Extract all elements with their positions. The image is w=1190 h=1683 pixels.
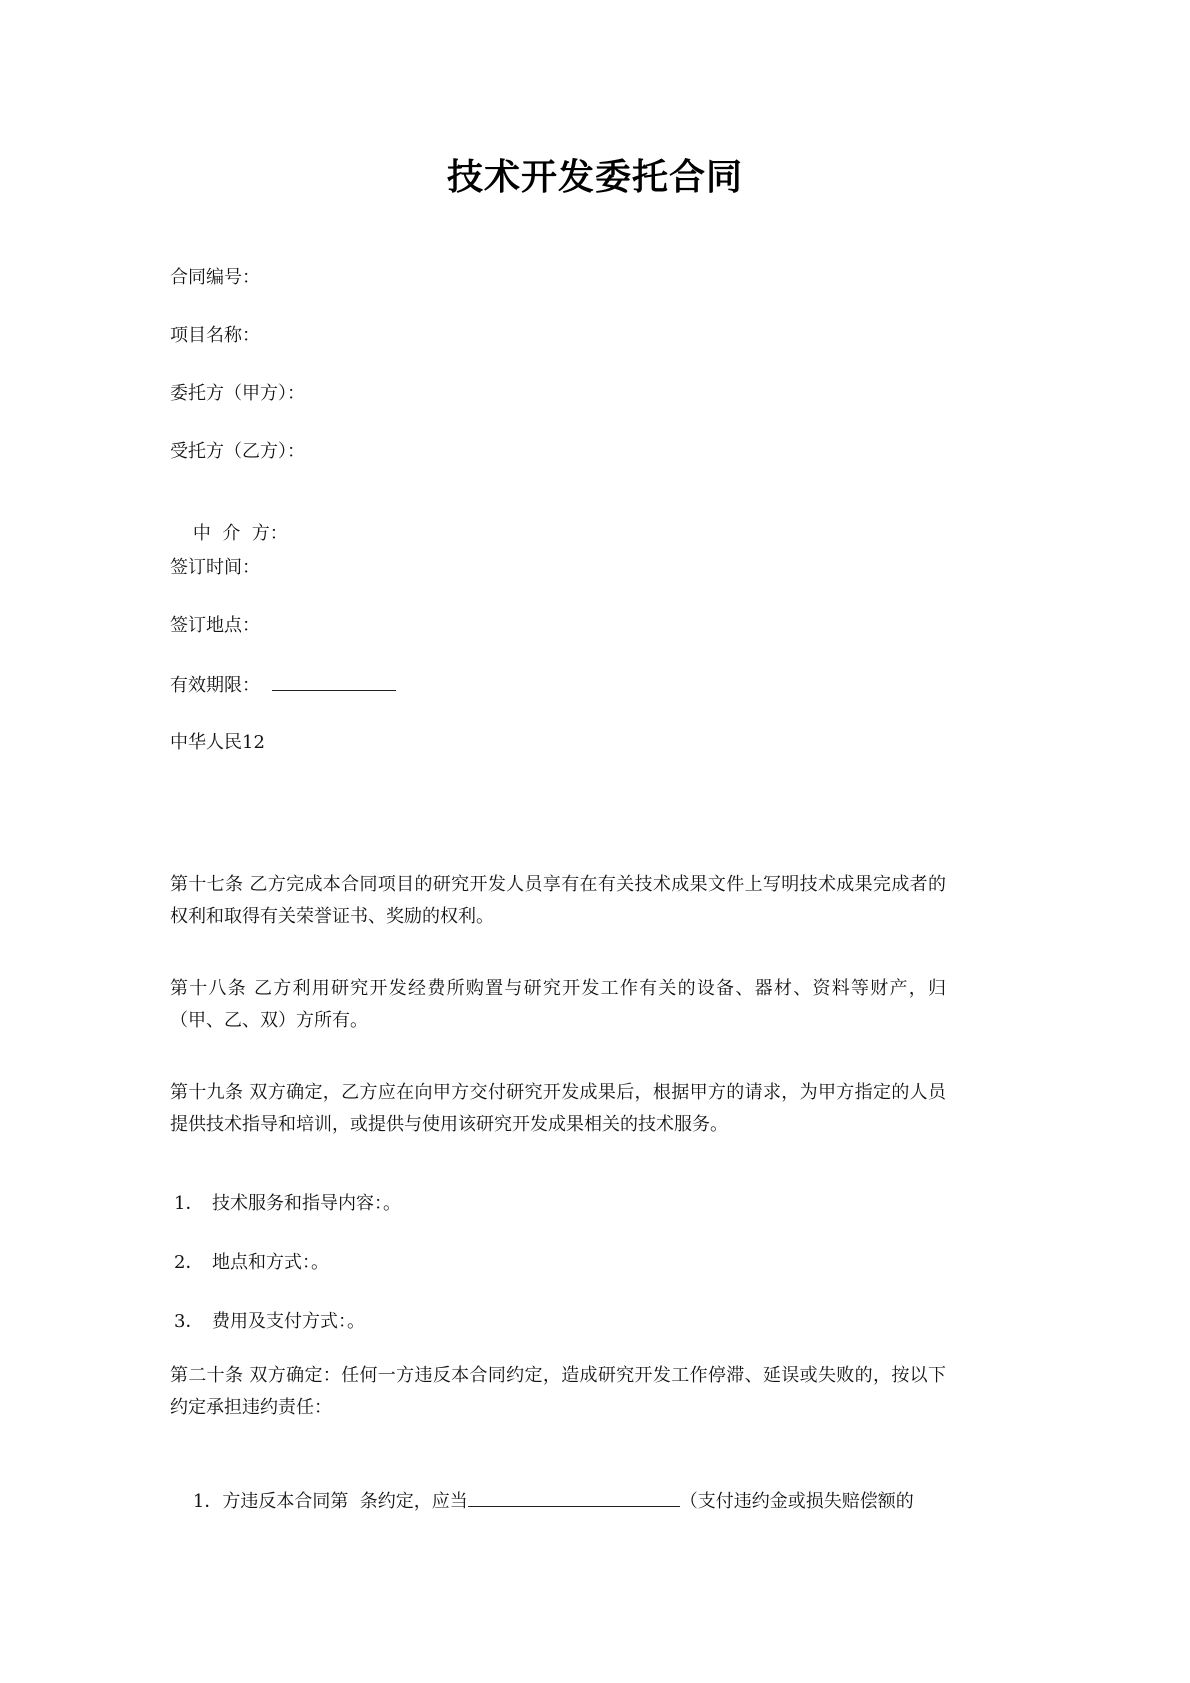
field-contract-number — [170, 266, 260, 290]
item-text: 技术服务和指导内容：。 — [212, 1193, 401, 1214]
article-19: 第十九条 双方确定，乙方应在向甲方交付研究开发成果后，根据甲方的请求，为甲方指定的人员提供技术指导和培训，或提供与使用该研究开发成果相关的技术服务。 — [170, 1082, 946, 1135]
item-number: 3． — [174, 1311, 204, 1332]
validity-blank-line — [272, 672, 396, 691]
field-project-name — [170, 324, 260, 348]
item-text: 地点和方式：。 — [212, 1252, 329, 1273]
field-label: 项目名称： — [170, 325, 260, 346]
field-label: 中 介 方： — [192, 523, 288, 544]
field-validity-period — [170, 672, 396, 698]
liability-suffix: （支付违约金或损失赔偿额的 — [679, 1491, 914, 1512]
item-text: 费用及支付方式：。 — [212, 1311, 365, 1332]
document-title: 技术开发委托合同 — [446, 157, 743, 198]
field-party-b — [170, 440, 305, 464]
field-signing-place — [170, 614, 260, 638]
item-number: 2． — [174, 1252, 204, 1273]
service-item-2 — [170, 1251, 329, 1275]
field-label: 受托方（乙方）： — [170, 441, 305, 462]
field-label: 合同编号： — [170, 267, 260, 288]
footer-line: 中华人民12 — [170, 732, 265, 753]
liability-item-1 — [170, 1464, 914, 1538]
item-number: 1． — [174, 1193, 204, 1214]
service-item-1 — [170, 1192, 401, 1216]
field-label: 签订地点： — [170, 615, 260, 636]
field-signing-time — [170, 556, 260, 580]
field-party-a — [170, 382, 305, 406]
liability-prefix: 1．方违反本合同第 条约定，应当 — [192, 1491, 468, 1512]
article-17: 第十七条 乙方完成本合同项目的研究开发人员享有在有关技术成果文件上写明技术成果完成者的权利和取得有关荣誉证书、奖励的权利。 — [170, 874, 946, 927]
field-label: 签订时间： — [170, 557, 260, 578]
article-18: 第十八条 乙方利用研究开发经费所购置与研究开发工作有关的设备、器材、资料等财产，归 （甲、乙、双）方所有。 — [170, 978, 946, 1031]
article-20: 第二十条 双方确定：任何一方违反本合同约定，造成研究开发工作停滞、延误或失败的，按以下约定承担违约责任： — [170, 1365, 946, 1418]
field-label: 委托方（甲方）： — [170, 383, 305, 404]
liability-blank-line — [468, 1488, 680, 1507]
service-item-3 — [170, 1310, 365, 1334]
field-label: 有效期限： — [170, 675, 260, 696]
